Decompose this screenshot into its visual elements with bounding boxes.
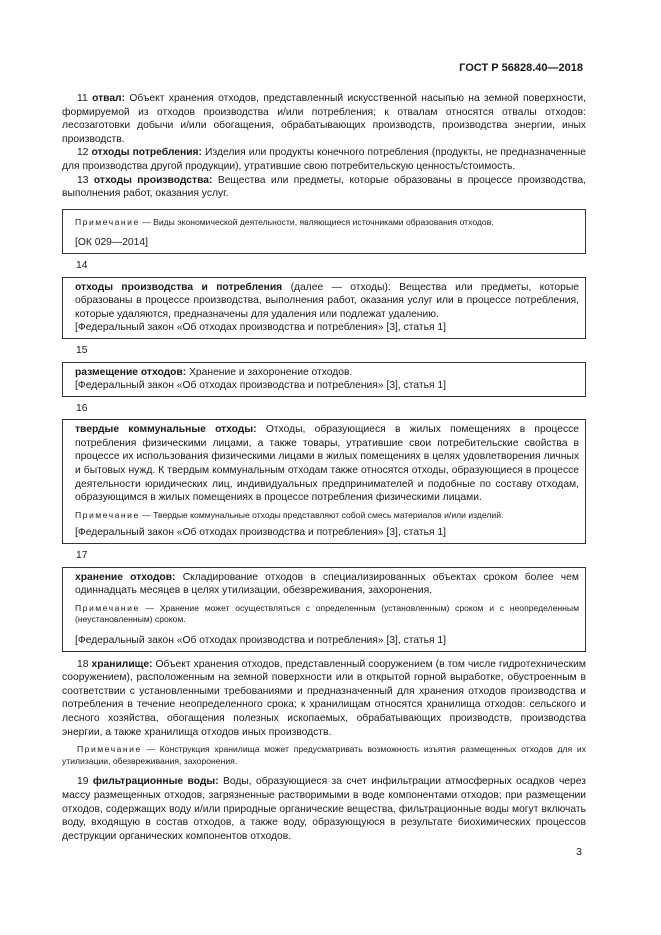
note-label: Примечание xyxy=(75,602,140,613)
source-reference: [ОК 029—2014] xyxy=(75,237,148,249)
term-title: отходы потребления: xyxy=(91,147,202,159)
note xyxy=(75,510,579,522)
term-16-box xyxy=(62,419,586,544)
source-reference: [Федеральный закон «Об отходах производства и потребления» [3], статья 1] xyxy=(75,527,446,539)
source-reference: [Федеральный закон «Об отходах производства и потребления» [3], статья 1] xyxy=(75,380,446,392)
term-14 xyxy=(75,281,579,322)
term-definition: Складирование отходов в специализированных объектах сроком более чем одиннадцать месяцев в целях утилизации, обезвреживания, захоронения. xyxy=(75,571,579,597)
term-17-box xyxy=(62,567,586,652)
term-15-box xyxy=(62,362,586,397)
term-number: 19 xyxy=(77,776,89,788)
term-definition: Вещества или предметы, которые образованы в процессе производства, выполнения работ, оказания услуг. xyxy=(62,174,586,200)
term-title: отходы производства: xyxy=(93,174,213,186)
note xyxy=(75,217,579,229)
term-number: 17 xyxy=(76,550,88,562)
term-18 xyxy=(62,658,586,740)
note-label: Примечание xyxy=(75,216,140,227)
source-reference: [Федеральный закон «Об отходах производства и потребления» [3], статья 1] xyxy=(75,322,446,334)
term-17 xyxy=(75,571,579,598)
term-title: хранилище: xyxy=(91,658,153,670)
source-reference: [Федеральный закон «Об отходах производства и потребления» [3], статья 1] xyxy=(75,635,446,646)
term-number: 11 xyxy=(77,93,88,104)
note-text: — Конструкция хранилища может предусматривать возможность изъятия размещенных отходов для их утилизации, обезвреживания, захоронения. xyxy=(62,744,586,766)
term-title: отвал: xyxy=(92,93,126,104)
note-label: Примечание xyxy=(75,509,140,520)
note xyxy=(75,603,579,626)
term-15 xyxy=(75,366,579,380)
term-definition: Объект хранения отходов, представленный сооружением (в том числе гидротехническим сооружением), расположенным на земной поверхности или в открытой горной выработке, обустроенным в соответствии с установленными требованиями и предназначенный для хранения отходов производства и потребления в течение неопределенного срока; к хранилищам относятся хранилища отходов: сельского и лесного хозяйства, обогащения полезных ископаемых, обрабатывающих производств, производства энергии, а также хранилища отходов иных производств. xyxy=(62,658,586,738)
term-definition: Воды, образующиеся за счет инфильтрации атмосферных осадков через массу размещенных отходов, загрязненные растворимыми в воде компонентами отходов; при размещении отходов, содержащих воду и/или природные органические вещества, фильтрационные воды могут включать воду, входящую в состав отходов, а также воду, образующуюся в результате биохимических процессов деструкции органических компонентов отходов. xyxy=(62,776,586,842)
term-number: 16 xyxy=(76,402,88,414)
term-title: фильтрационные воды: xyxy=(92,776,219,788)
term-title: размещение отходов: xyxy=(75,366,187,378)
term-definition: Изделия или продукты конечного потребления (продукты, не предназначенные для производства другой продукции), утратившие свою потребительскую ценность/стоимость. xyxy=(62,147,586,172)
term-19 xyxy=(62,775,586,843)
document-body xyxy=(62,92,586,843)
term-number: 14 xyxy=(76,259,88,271)
document-header: ГОСТ Р 56828.40—2018 xyxy=(459,62,583,74)
note xyxy=(62,744,586,767)
term-14-box xyxy=(62,277,586,339)
term-number: 13 xyxy=(77,174,89,186)
note-label: Примечание xyxy=(77,744,142,755)
term-11 xyxy=(62,92,586,146)
term-title: твердые коммунальные отходы: xyxy=(75,424,257,436)
term-title: хранение отходов: xyxy=(75,571,176,583)
term-13 xyxy=(62,174,586,201)
note-text: — Хранение может осуществляться с определенным (установленным) сроком и с неопределенным (неустановленным) сроком. xyxy=(75,602,579,625)
note-text: — Виды экономической деятельности, являющиеся источниками образования отходов. xyxy=(139,216,494,227)
term-title: отходы производства и потребления xyxy=(75,281,283,293)
term-12 xyxy=(62,146,586,173)
term-definition: Объект хранения отходов, представленный искусственной насыпью на земной поверхности, формируемой из отходов производства и/или потребления; к отвалам относятся отвалы отходов: лесозаготовки добычи и/или обогащения, обрабатывающих производств, производства энергии, иных производств. xyxy=(62,93,586,145)
term-number: 12 xyxy=(77,147,89,159)
term-number: 18 xyxy=(77,658,89,670)
note-text: — Твердые коммунальные отходы представляют собой смесь материалов и/или изделий. xyxy=(139,509,504,520)
term-definition: (далее — отходы): Вещества или предметы, которые образованы в процессе производства, выполнения работ, оказания услуг или в процессе потребления, которые удаляются, предназначены для удаления или подлежат удалению. xyxy=(75,281,579,320)
page-number: 3 xyxy=(576,846,582,858)
term-number: 15 xyxy=(76,344,88,356)
term-16 xyxy=(75,423,579,505)
term-definition: Хранение и захоронение отходов. xyxy=(189,366,353,378)
term-13-note-box xyxy=(62,209,586,254)
term-definition: Отходы, образующиеся в жилых помещениях в процессе потребления физическими лицами, а также товары, утратившие свои потребительские свойства в процессе их использования физическими лицами в жилых помещениях в целях удовлетворения личных и бытовых нужд. К твердым коммунальным отходам также относятся отходы, образующиеся в процессе деятельности юридических лиц, индивидуальных предпринимателей и подобные по составу отходам, образующимся в жилых помещениях в процессе потребления физическими лицами. xyxy=(75,424,579,504)
